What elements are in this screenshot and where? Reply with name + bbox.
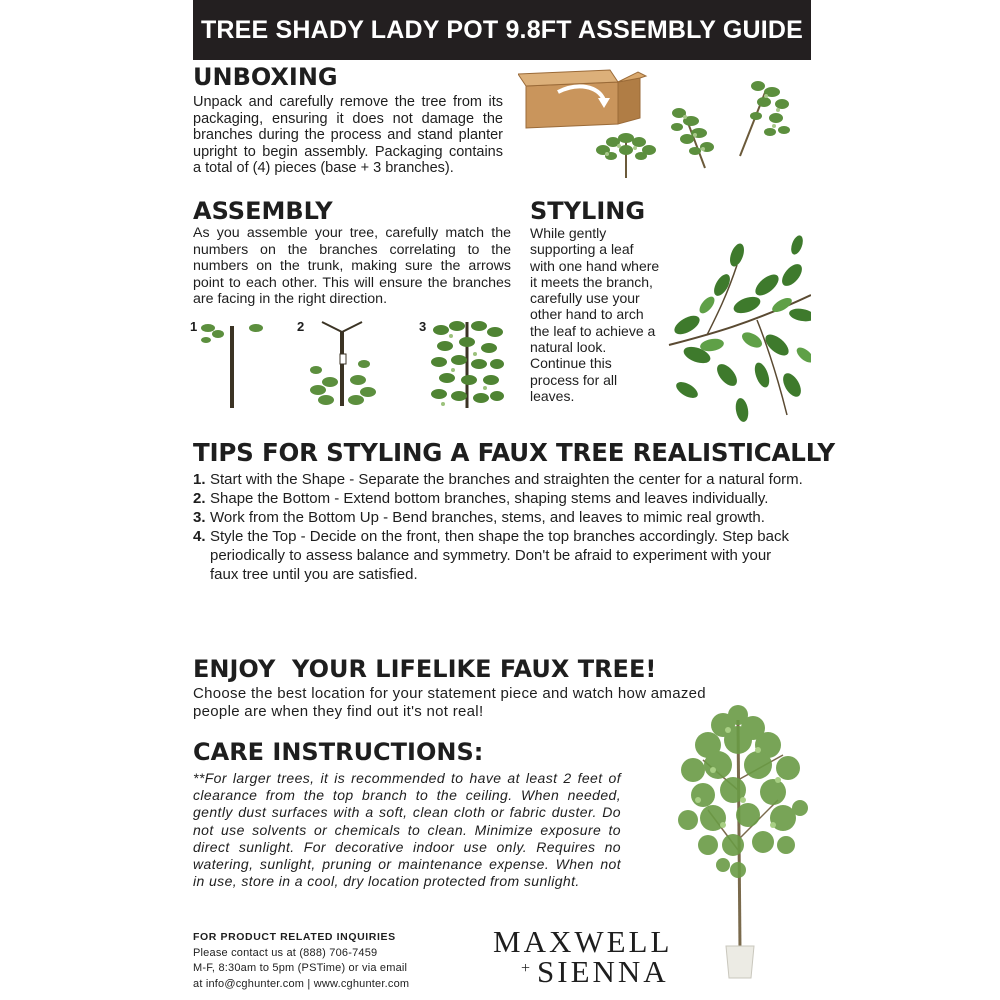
tip-number: 1. [193,471,206,488]
enjoy-text: Choose the best location for your statement piece and watch how amazed people are when they find out it's not real! [193,685,706,720]
contact-info [193,930,473,992]
tip-text: Work from the Bottom Up - Bend branches, stems, and leaves to mimic real growth. [210,509,765,526]
care-heading: CARE INSTRUCTIONS: [193,738,484,766]
tip-text: Shape the Bottom - Extend bottom branches, shaping stems and leaves individually. [210,490,769,507]
assembly-guide-page [190,0,835,1000]
list-item [193,470,803,489]
tip-text: Start with the Shape - Separate the branches and straighten the center for a natural form. [210,471,803,488]
tip-number: 4. [193,528,206,545]
potted-tree-photo [678,700,808,980]
styling-heading: STYLING [530,197,646,225]
care-text: **For larger trees, it is recommended to have at least 2 feet of clearance from the top branch to the ceiling. When needed, gently dust surfaces with a soft, clean cloth or fabric duster. Do not use solvents or chemicals to clean. Minimize exposure to direct sunlight. For decorative indoor use only. Requires no watering, sunlight, pruning or maintenance expense. When not in use, store in a cool, dry location protected from sunlight. [193,770,621,890]
tips-list [193,470,803,584]
assembly-step-1-illustration [198,320,268,410]
leaf-branch-photo [667,225,811,423]
enjoy-heading: ENJOY YOUR LIFELIKE FAUX TREE! [193,655,657,683]
contact-phone: Please contact us at (888) 706-7459 [193,946,378,959]
contact-email-web: at info@cghunter.com | www.cghunter.com [193,977,410,990]
unboxing-text: Unpack and carefully remove the tree from its packaging, ensuring it does not damage the branches during the process and stand planter upright to begin assembly. Packaging contains a total of (4) pieces (base + 3 branches). [193,94,503,176]
tip-text: Style the Top - Decide on the front, then shape the top branches accordingly. Step back periodically to assess balance and symmetry. Don't be afraid to experiment with your faux tree until you are satisfied. [210,528,789,583]
maxwell-sienna-logo [493,925,693,991]
assembly-text: As you assemble your tree, carefully match the numbers on the branches correlating to the numbers on the trunk, making sure the arrows point to each other. This will ensure the branches are facing in the right direction. [193,225,511,307]
assembly-step-3-illustration [431,318,505,410]
assembly-step-2-illustration [308,320,378,408]
assembly-step-number: 3 [419,319,427,334]
guide-title: TREE SHADY LADY POT 9.8FT ASSEMBLY GUIDE [193,0,811,60]
branch-illustration [665,105,725,170]
list-item [193,489,803,508]
logo-plus: + [521,960,531,977]
list-item [193,508,803,527]
branch-illustration [591,120,661,180]
styling-text: While gently supporting a leaf with one hand where it meets the branch, carefully use your other hand to arch the leaf to achieve a natural look. Continue this process for all leaves. [530,225,660,404]
tip-number: 2. [193,490,206,507]
assembly-step-number: 2 [297,319,305,334]
assembly-heading: ASSEMBLY [193,197,333,225]
unboxing-heading: UNBOXING [193,63,338,91]
assembly-step-number: 1 [190,319,198,334]
list-item [193,527,803,584]
contact-hours: M-F, 8:30am to 5pm (PSTime) or via email [193,962,408,974]
tip-number: 3. [193,509,206,526]
branch-illustration [726,78,791,158]
tips-heading: TIPS FOR STYLING A FAUX TREE REALISTICALLY [193,438,835,467]
logo-line-2: SIENNA [537,954,669,989]
contact-heading: FOR PRODUCT RELATED INQUIRIES [193,931,396,943]
logo-line-1: MAXWELL [493,924,673,959]
